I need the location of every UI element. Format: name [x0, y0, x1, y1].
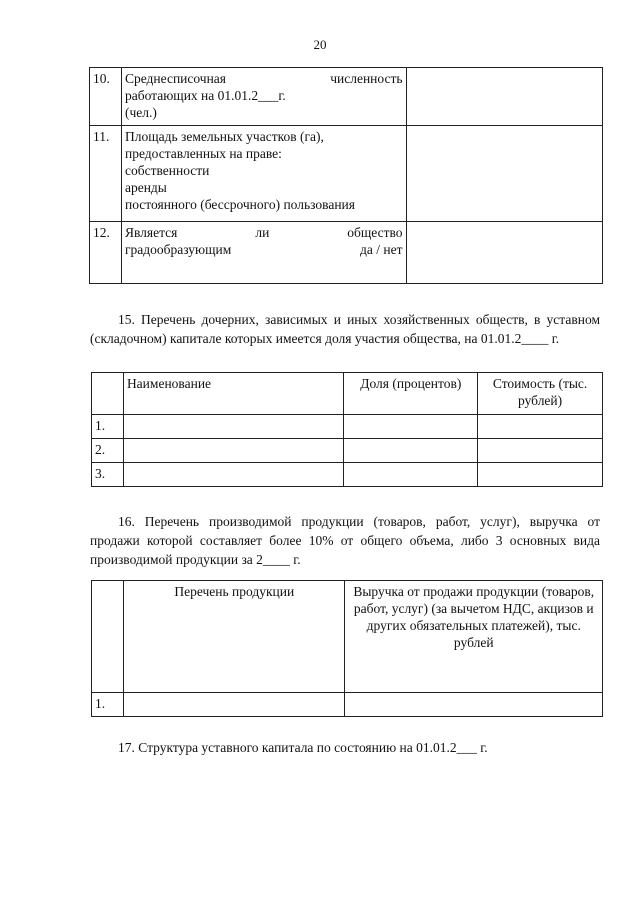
section-15-text: 15. Перечень дочерних, зависимых и иных хозяйственных обществ, в уставном (складочном) капитале которых имеется доля участия общества, на 01.01.2____ г.: [90, 312, 600, 346]
line: Является ли общество: [124, 225, 403, 240]
name-cell[interactable]: [123, 439, 343, 463]
cost-cell[interactable]: [478, 463, 603, 487]
header-name: Наименование: [123, 373, 343, 415]
line-text: градообразующим: [124, 242, 232, 257]
table-row: [92, 415, 603, 439]
row-number: 3.: [92, 463, 124, 487]
product-cell[interactable]: [124, 693, 345, 717]
line: работающих на 01.01.2___г.: [124, 88, 286, 103]
header-cost: Стоимость (тыс. рублей): [478, 373, 603, 415]
header-row: [92, 581, 603, 693]
revenue-cell[interactable]: [345, 693, 603, 717]
line: (чел.): [124, 105, 157, 120]
subsidiaries-table: [91, 372, 603, 487]
line: предоставленных на праве:: [124, 146, 282, 161]
cost-cell[interactable]: [478, 439, 603, 463]
row-number: 11.: [90, 126, 122, 222]
page-number: 20: [313, 37, 327, 52]
value-cell[interactable]: [406, 222, 602, 284]
header-row: [92, 373, 603, 415]
header-share: Доля (процентов): [344, 373, 478, 415]
section-17-text: 17. Структура уставного капитала по состоянию на 01.01.2___ г.: [118, 740, 488, 755]
row-description: [121, 126, 406, 222]
table-row: [92, 693, 603, 717]
line: Площадь земельных участков (га),: [124, 129, 324, 144]
row-description: [121, 68, 406, 126]
table-row: [90, 126, 603, 222]
share-cell[interactable]: [344, 463, 478, 487]
value-cell[interactable]: [406, 68, 602, 126]
section-17-paragraph: [90, 738, 600, 757]
line: собственности: [124, 163, 210, 178]
header-products: Перечень продукции: [124, 581, 345, 693]
section-16-paragraph: [90, 512, 600, 569]
row-number: 1.: [92, 415, 124, 439]
row-number: 1.: [92, 693, 124, 717]
line: [125, 241, 403, 258]
table-row: [90, 68, 603, 126]
products-table: [91, 580, 603, 717]
section-16-text: 16. Перечень производимой продукции (товаров, работ, услуг), выручка от продажи которой составляет более 10% от общего объема, либо 3 основных вида производимой продукции за 2____ г.: [90, 514, 600, 567]
share-cell[interactable]: [344, 415, 478, 439]
name-cell[interactable]: [123, 463, 343, 487]
table-row: [92, 439, 603, 463]
header-number: [92, 373, 124, 415]
table-row: [92, 463, 603, 487]
cost-cell[interactable]: [478, 415, 603, 439]
name-cell[interactable]: [123, 415, 343, 439]
line: Среднесписочная численность: [124, 71, 403, 86]
row-number: 10.: [90, 68, 122, 126]
share-cell[interactable]: [344, 439, 478, 463]
line: постоянного (бессрочного) пользования: [124, 197, 355, 212]
line: аренды: [124, 180, 167, 195]
value-cell[interactable]: [406, 126, 602, 222]
row-number: 2.: [92, 439, 124, 463]
table-row: [90, 222, 603, 284]
indicators-table: [89, 67, 603, 284]
header-number: [92, 581, 124, 693]
row-number: 12.: [90, 222, 122, 284]
header-revenue: Выручка от продажи продукции (товаров, работ, услуг) (за вычетом НДС, акцизов и других обязательных платежей), тыс. рублей: [345, 581, 603, 693]
yes-no-option: да / нет: [360, 242, 403, 257]
section-15-paragraph: [90, 310, 600, 348]
row-description: [121, 222, 406, 284]
